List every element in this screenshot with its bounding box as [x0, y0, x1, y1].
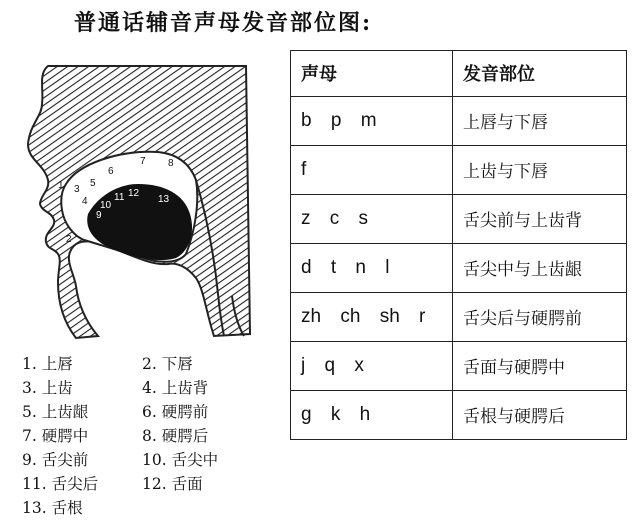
legend-item: 2. 下唇: [142, 355, 193, 373]
consonants-cell: d t n l: [291, 243, 453, 292]
point-label: 9: [96, 210, 102, 221]
table-row: [291, 243, 627, 292]
point-label: 13: [158, 194, 170, 205]
legend-item: 6. 硬腭前: [142, 403, 209, 421]
legend-item: 10. 舌尖中: [142, 451, 219, 469]
legend-item: 13. 舌根: [22, 499, 83, 517]
table-row: [291, 390, 627, 439]
table-row: [291, 145, 627, 194]
point-label: 2: [66, 234, 72, 245]
table-row: [291, 341, 627, 390]
place-cell: 舌面与硬腭中: [453, 341, 627, 390]
legend-item: 9. 舌尖前: [22, 451, 89, 469]
table-row: [291, 292, 627, 341]
point-label: 11: [114, 192, 125, 203]
consonants-cell: z c s: [291, 194, 453, 243]
vocal-tract-diagram: [18, 64, 254, 346]
point-label: 1: [58, 180, 64, 191]
consonants-cell: zh ch sh r: [291, 292, 453, 341]
legend-item: 7. 硬腭中: [22, 427, 89, 445]
place-cell: 舌根与硬腭后: [453, 390, 627, 439]
legend-item: 8. 硬腭后: [142, 427, 209, 445]
place-cell: 舌尖中与上齿龈: [453, 243, 627, 292]
place-cell: 上唇与下唇: [453, 96, 627, 145]
place-cell: 舌尖前与上齿背: [453, 194, 627, 243]
point-label: 10: [100, 200, 112, 211]
point-label: 8: [168, 158, 174, 169]
consonants-cell: b p m: [291, 96, 453, 145]
table-row: [291, 194, 627, 243]
point-label: 3: [74, 184, 80, 195]
table-header-row: [291, 51, 627, 97]
point-label: 6: [108, 166, 114, 177]
point-label: 5: [90, 178, 96, 189]
legend-item: 1. 上唇: [22, 355, 73, 373]
column-header-place: 发音部位: [453, 51, 627, 97]
legend-item: 11. 舌尖后: [22, 475, 99, 493]
point-label: 7: [140, 156, 146, 167]
place-cell: 舌尖后与硬腭前: [453, 292, 627, 341]
legend-item: 3. 上齿: [22, 379, 73, 397]
legend-item: 12. 舌面: [142, 475, 203, 493]
consonants-cell: j q x: [291, 341, 453, 390]
point-label: 12: [128, 188, 140, 199]
place-cell: 上齿与下唇: [453, 145, 627, 194]
initials-table: [290, 50, 627, 440]
legend-item: 4. 上齿背: [142, 379, 209, 397]
table-row: [291, 96, 627, 145]
legend-item: 5. 上齿龈: [22, 403, 89, 421]
point-label: 4: [82, 196, 88, 207]
column-header-initials: 声母: [291, 51, 453, 97]
consonants-cell: f: [291, 145, 453, 194]
page-title: 普通话辅音声母发音部位图:: [74, 10, 373, 36]
consonants-cell: g k h: [291, 390, 453, 439]
